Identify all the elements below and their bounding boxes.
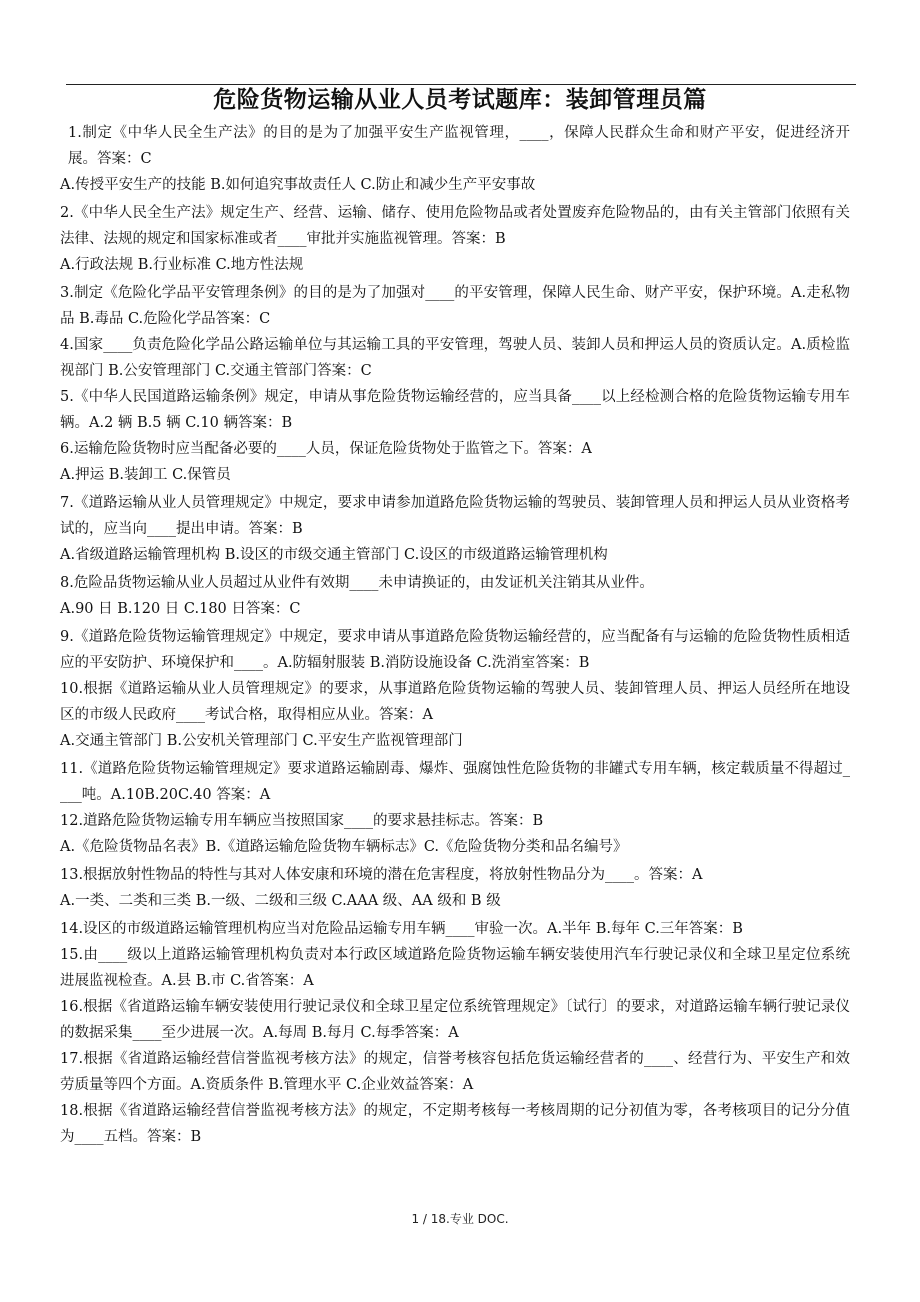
options-paragraph: A.押运 B.装卸工 C.保管员 bbox=[60, 467, 231, 483]
page-title: 危险货物运输从业人员考试题库：装卸管理员篇 bbox=[213, 87, 707, 113]
question-paragraph: 8.危险品货物运输从业人员超过从业件有效期____未申请换证的，由发证机关注销其从业件。 bbox=[60, 575, 654, 591]
question-paragraph: 14.设区的市级道路运输管理机构应当对危险品运输专用车辆____审验一次。A.半年 B.每年 C.三年答案：B bbox=[60, 921, 743, 937]
question-paragraph: 17.根据《省道路运输经营信誉监视考核方法》的规定，信誉考核容包括危货运输经营者的____、经营行为、平安生产和效劳质量等四个方面。A.资质条件 B.管理水平 C.企业效益答案：A bbox=[60, 1051, 850, 1093]
options-paragraph: A.《危险货物品名表》B.《道路运输危险货物车辆标志》C.《危险货物分类和品名编号》 bbox=[60, 839, 628, 855]
options-paragraph: A.一类、二类和三类 B.一级、二级和三级 C.AAA 级、AA 级和 B 级 bbox=[60, 893, 501, 909]
question-paragraph: 13.根据放射性物品的特性与其对人体安康和环境的潜在危害程度，将放射性物品分为____。答案：A bbox=[60, 867, 703, 883]
question-paragraph: 16.根据《省道路运输车辆安装使用行驶记录仪和全球卫星定位系统管理规定》〔试行〕的要求，对道路运输车辆行驶记录仪的数据采集____至少进展一次。A.每周 B.每月 C.每季答案：A bbox=[60, 999, 850, 1041]
question-paragraph: 12.道路危险货物运输专用车辆应当按照国家____的要求悬挂标志。答案：B bbox=[60, 813, 544, 829]
options-paragraph: A.省级道路运输管理机构 B.设区的市级交通主管部门 C.设区的市级道路运输管理机构 bbox=[60, 547, 608, 563]
question-paragraph: 4.国家____负责危险化学品公路运输单位与其运输工具的平安管理，驾驶人员、装卸人员和押运人员的资质认定。A.质检监视部门 B.公安管理部门 C.交通主管部门答案：C bbox=[60, 337, 850, 379]
question-list bbox=[60, 120, 850, 1150]
question-paragraph: 10.根据《道路运输从业人员管理规定》的要求，从事道路危险货物运输的驾驶人员、装卸管理人员、押运人员经所在地设区的市级人民政府____考试合格，取得相应从业。答案：A bbox=[60, 681, 850, 723]
question-paragraph: 6.运输危险货物时应当配备必要的____人员，保证危险货物处于监管之下。答案：A bbox=[60, 441, 592, 457]
question-paragraph: 9.《道路危险货物运输管理规定》中规定，要求申请从事道路危险货物运输经营的，应当配备有与运输的危险货物性质相适应的平安防护、环境保护和____。A.防辐射服装 B.消防设施设备 C.洗消室答案：B bbox=[60, 629, 850, 671]
options-paragraph: A.行政法规 B.行业标准 C.地方性法规 bbox=[60, 257, 304, 273]
page-footer: 1 / 18.专业 DOC. bbox=[411, 1212, 509, 1226]
header-rule bbox=[66, 84, 856, 85]
options-paragraph: A.90 日 B.120 日 C.180 日答案：C bbox=[60, 601, 301, 617]
question-paragraph: 7.《道路运输从业人员管理规定》中规定，要求申请参加道路危险货物运输的驾驶员、装卸管理人员和押运人员从业资格考试的，应当向____提出申请。答案：B bbox=[60, 495, 850, 537]
options-paragraph: A.交通主管部门 B.公安机关管理部门 C.平安生产监视管理部门 bbox=[60, 733, 463, 749]
question-paragraph: 3.制定《危险化学品平安管理条例》的目的是为了加强对____的平安管理，保障人民生命、财产平安，保护环境。A.走私物品 B.毒品 C.危险化学品答案：C bbox=[60, 285, 850, 327]
question-paragraph: 18.根据《省道路运输经营信誉监视考核方法》的规定，不定期考核每一考核周期的记分初值为零，各考核项目的记分分值为____五档。答案：B bbox=[60, 1103, 850, 1145]
question-paragraph: 15.由____级以上道路运输管理机构负责对本行政区域道路危险货物运输车辆安装使用汽车行驶记录仪和全球卫星定位系统进展监视检查。A.县 B.市 C.省答案：A bbox=[60, 947, 850, 989]
question-paragraph: 5.《中华人民国道路运输条例》规定，申请从事危险货物运输经营的，应当具备____以上经检测合格的危险货物运输专用车辆。A.2 辆 B.5 辆 C.10 辆答案：B bbox=[60, 389, 850, 431]
options-paragraph: A.传授平安生产的技能 B.如何追究事故责任人 C.防止和减少生产平安事故 bbox=[60, 177, 536, 193]
question-paragraph: 2.《中华人民全生产法》规定生产、经营、运输、储存、使用危险物品或者处置废弃危险物品的，由有关主管部门依照有关法律、法规的规定和国家标准或者____审批并实施监视管理。答案：B bbox=[60, 205, 850, 247]
question-paragraph: 1.制定《中华人民全生产法》的目的是为了加强平安生产监视管理，____，保障人民群众生命和财产平安，促进经济开展。答案：C bbox=[68, 125, 850, 167]
question-paragraph: 11.《道路危险货物运输管理规定》要求道路运输剧毒、爆炸、强腐蚀性危险货物的非罐式专用车辆，核定载质量不得超过____吨。A.10B.20C.40 答案：A bbox=[60, 761, 850, 803]
